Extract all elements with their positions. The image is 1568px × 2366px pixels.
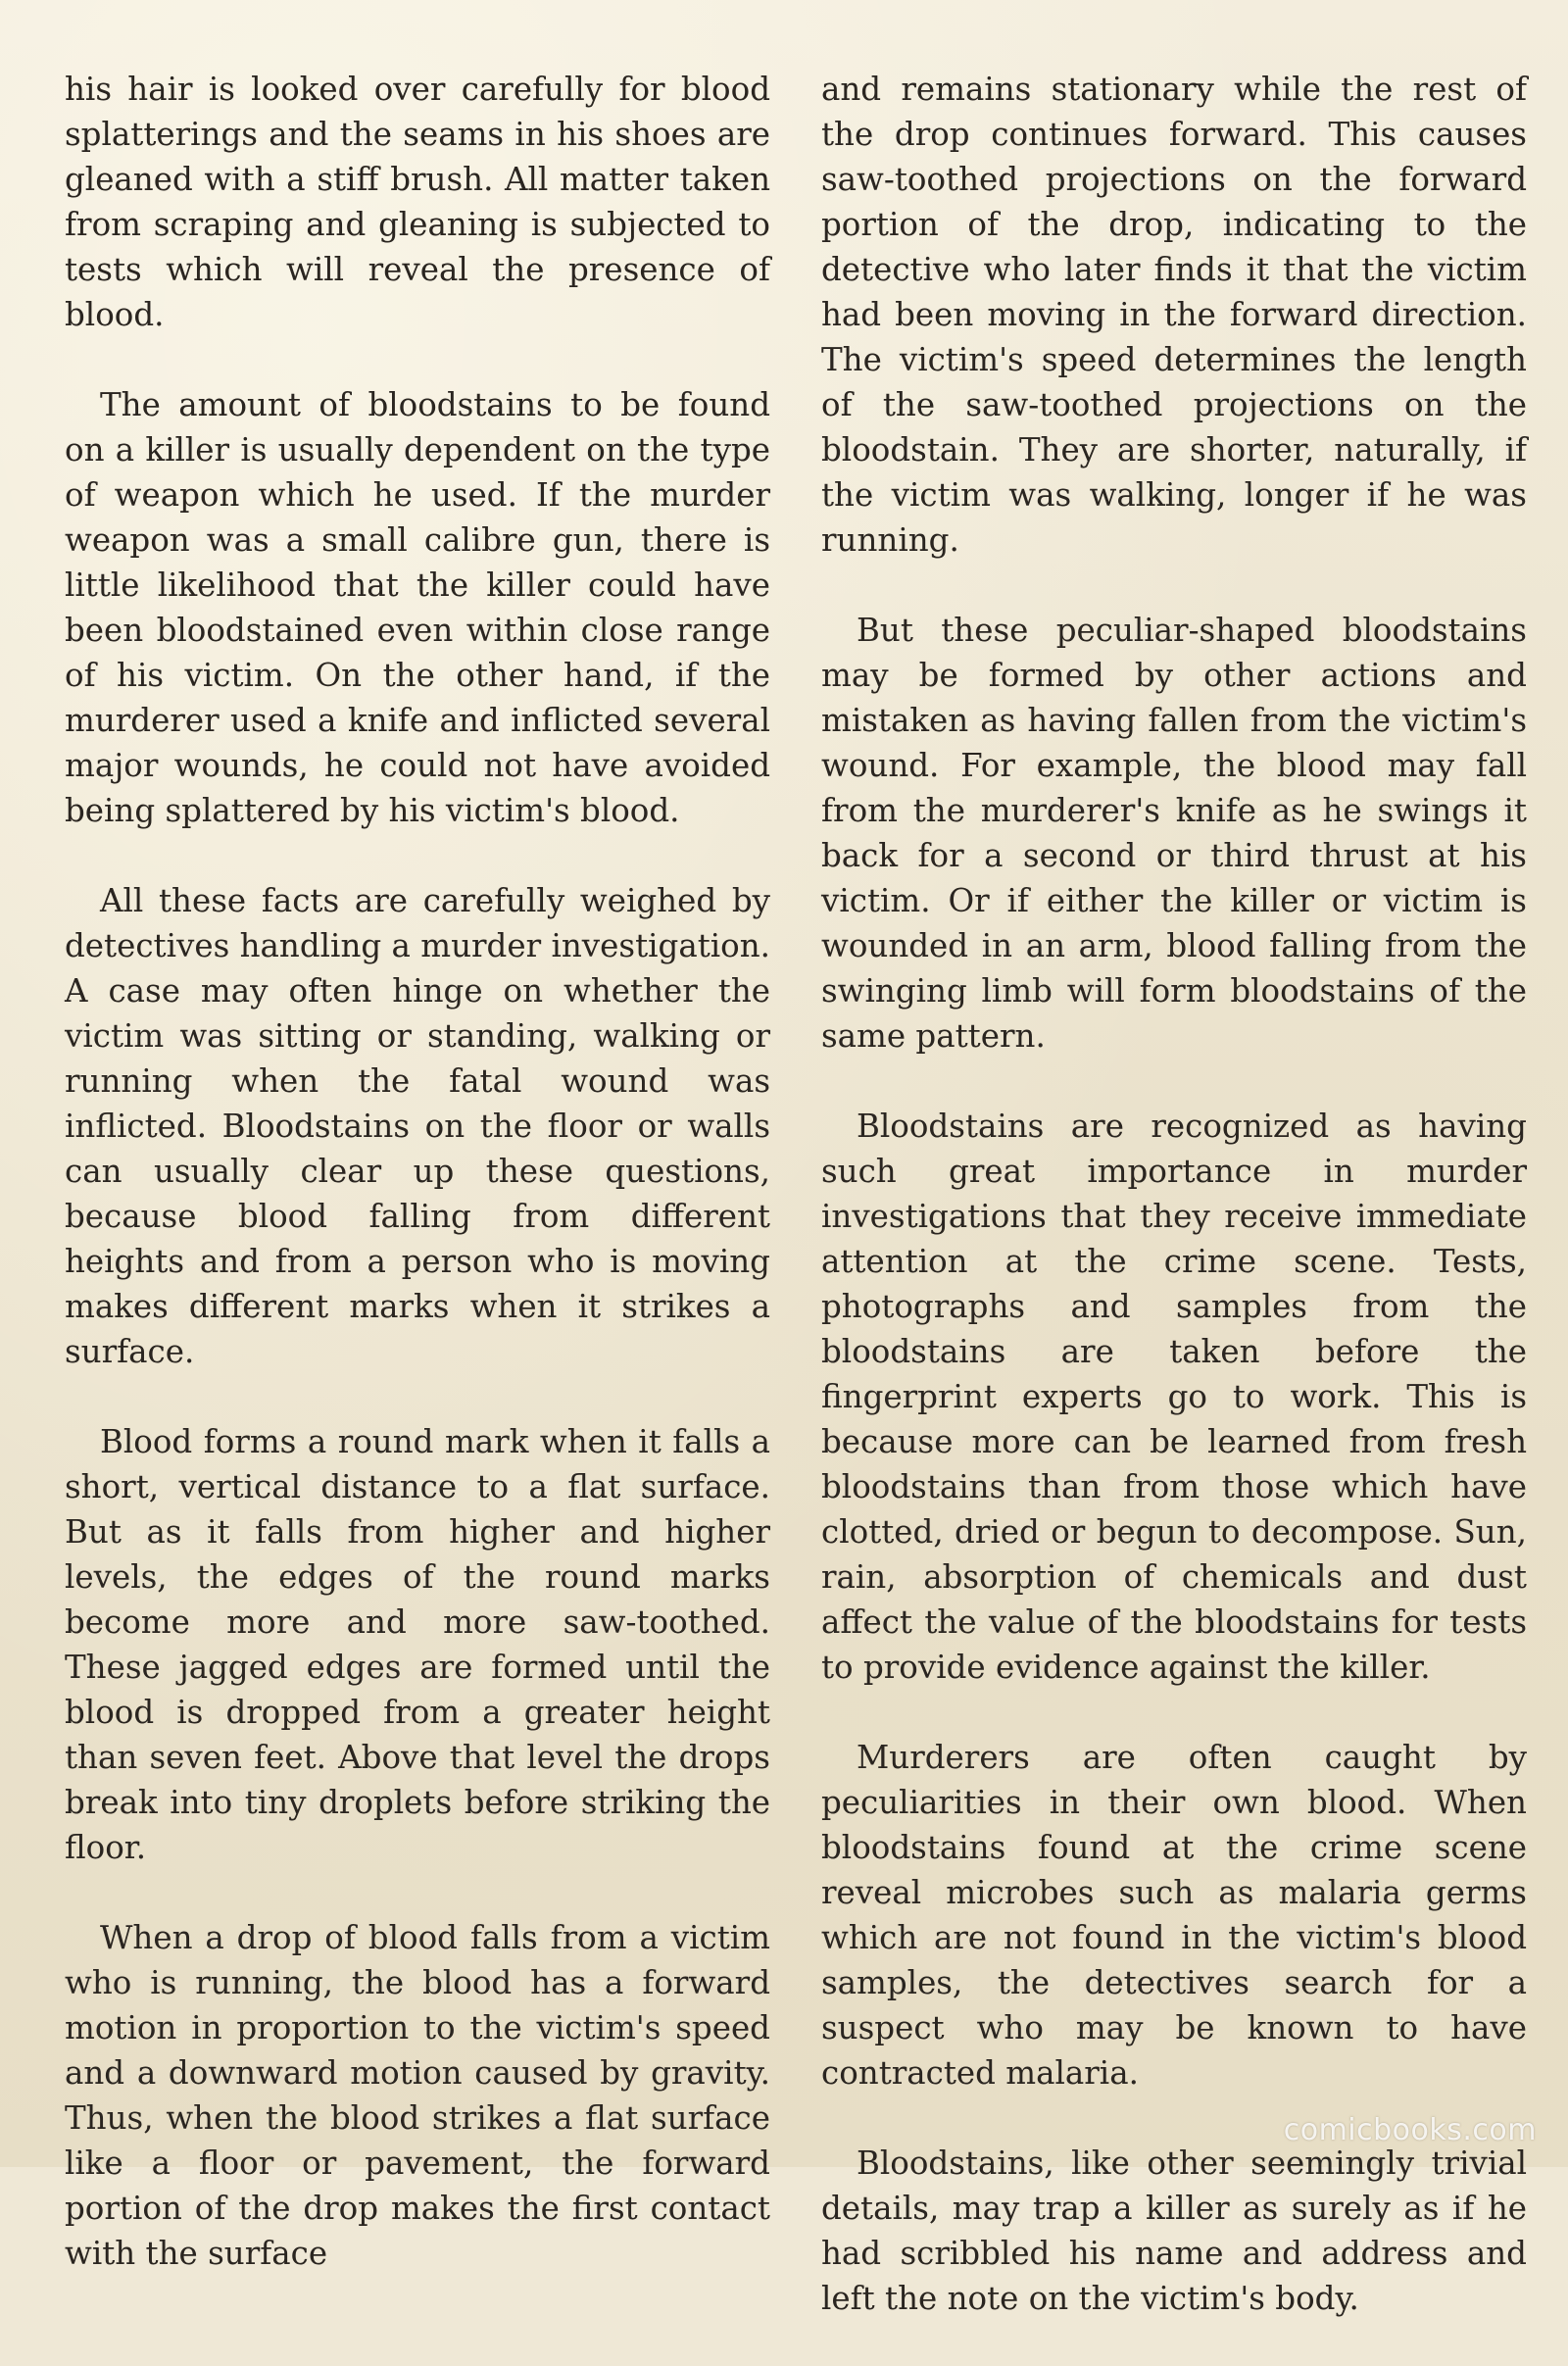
paragraph: and remains stationary while the rest of the drop continues forward. This causes saw-toothed projections on the forward portion of the drop, indicating to the detective who later finds it that the victim had been moving in the forward direction. The victim's speed determines the length of the saw-toothed projections on the bloodstain. They are shorter, naturally, if the victim was walking, longer if he was running. (821, 71, 1527, 559)
paragraph: Bloodstains, like other seemingly trivial details, may trap a killer as surely as if he had scribbled his name and address and left the note on the victim's body. (821, 2144, 1527, 2317)
paragraph: Murderers are often caught by peculiarities in their own blood. When bloodstains found at the crime scene reveal microbes such as malaria germs which are not found in the victim's blood samples, the detectives search for a suspect who may be known to have contracted malaria. (821, 1739, 1527, 2092)
paragraph: All these facts are carefully weighed by detectives handling a murder investigation. A case may often hinge on whether the victim was sitting or standing, walking or running when the fatal wound was inflicted. Bloodstains on the floor or walls can usually clear up these questions, because blood falling from different heights and from a person who is moving makes different marks when it strikes a surface. (65, 882, 770, 1370)
paragraph: But these peculiar-shaped bloodstains may be formed by other actions and mistaken as having fallen from the victim's wound. For example, the blood may fall from the murderer's knife as he swings it back for a second or third thrust at his victim. Or if either the killer or victim is wounded in an arm, blood falling from the swinging limb will form bloodstains of the same pattern. (821, 612, 1527, 1055)
paragraph: The amount of bloodstains to be found on a killer is usually dependent on the type of weapon which he used. If the murder weapon was a small calibre gun, there is little likelihood that the killer could have been bloodstained even within close range of his victim. On the other hand, if the murderer used a knife and inflicted several major wounds, he could not have avoided being splattered by his victim's blood. (65, 386, 770, 829)
left-text-column (65, 67, 770, 2321)
right-text-column (821, 67, 1527, 2366)
watermark: comicbooks.com (1283, 2113, 1537, 2147)
paragraph: When a drop of blood falls from a victim who is running, the blood has a forward motion in proportion to the victim's speed and a downward motion caused by gravity. Thus, when the blood strikes a flat surface like a floor or pavement, the forward portion of the drop makes the first contact with the surface (65, 1919, 770, 2272)
paragraph: Blood forms a round mark when it falls a short, vertical distance to a flat surface. But as it falls from higher and higher levels, the edges of the round marks become more and more saw-toothed. These jagged edges are formed until the blood is dropped from a greater height than seven feet. Above that level the drops break into tiny droplets before striking the floor. (65, 1423, 770, 1866)
paragraph: his hair is looked over carefully for blood splatterings and the seams in his shoes are gleaned with a stiff brush. All matter taken from scraping and gleaning is subjected to tests which will reveal the presence of blood. (65, 71, 770, 333)
paragraph: Bloodstains are recognized as having such great importance in murder investigations that they receive immediate attention at the crime scene. Tests, photographs and samples from the bloodstains are taken before the fingerprint experts go to work. This is because more can be learned from fresh bloodstains than from those which have clotted, dried or begun to decompose. Sun, rain, absorption of chemicals and dust affect the value of the bloodstains for tests to provide evidence against the killer. (821, 1108, 1527, 1686)
